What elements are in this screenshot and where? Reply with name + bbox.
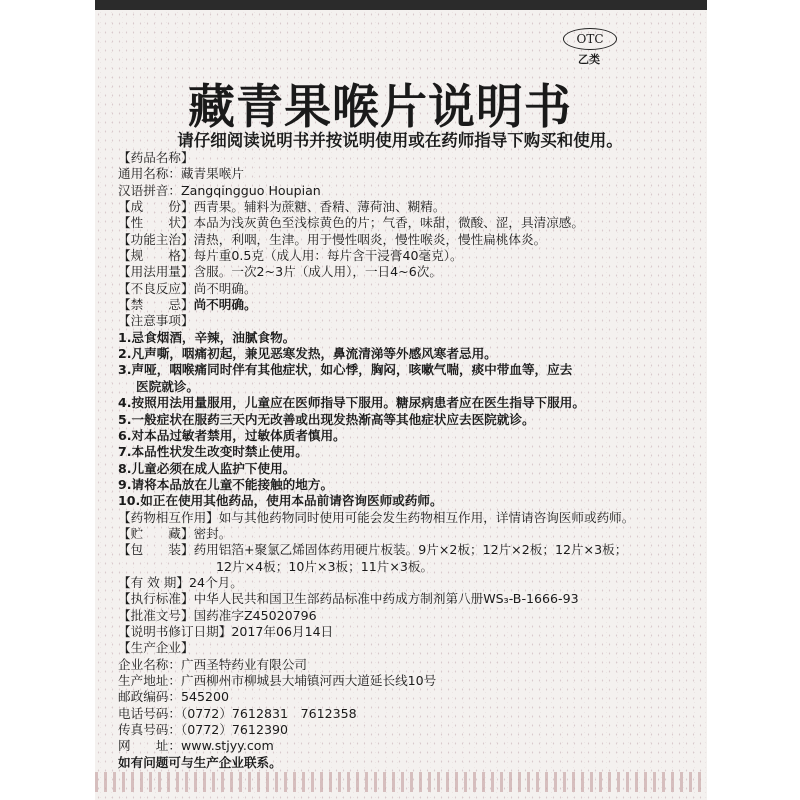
field-label: 电话号码： [118, 705, 181, 721]
field-row [118, 297, 698, 313]
field-label: 【规 格】 [118, 248, 194, 264]
field-value: 国药准字Z45020796 [193, 607, 317, 623]
document-subtitle: 请仔细阅读说明书并按说明使用或在药师指导下购买和使用。 [177, 131, 623, 150]
field-value: www.stjyy.com [180, 738, 274, 754]
field-row [118, 657, 698, 673]
field-row [118, 542, 698, 558]
field-row [118, 722, 698, 738]
precaution-item: 2.凡声嘶，咽痛初起，兼见恶寒发热，鼻流清涕等外感风寒者忌用。 [118, 346, 497, 362]
field-label: 【用法用量】 [118, 264, 194, 280]
field-row [118, 591, 698, 607]
field-value: 每片重0.5克（成人用：每片含干浸膏40毫克）。 [193, 248, 463, 264]
field-value: 西青果。辅料为蔗糖、香精、薄荷油、糊精。 [193, 199, 446, 215]
field-row [118, 738, 698, 754]
field-value: （0772）7612390 [180, 722, 288, 738]
field-label: 邮政编码： [118, 689, 181, 705]
field-value: 含服。一次2~3片（成人用），一日4~6次。 [193, 264, 442, 280]
field-label: 【功能主治】 [118, 231, 194, 247]
field-row [118, 510, 698, 526]
precaution-item: 9.请将本品放在儿童不能接触的地方。 [118, 476, 334, 492]
field-label: 【说明书修订日期】 [118, 623, 232, 639]
field-row [118, 689, 698, 705]
precaution-item: 5.一般症状在服药三天内无改善或出现发热渐高等其他症状应去医院就诊。 [118, 411, 535, 427]
field-label: 【不良反应】 [118, 280, 194, 296]
field-row [118, 248, 698, 264]
precaution-item: 6.对本品过敏者禁用，过敏体质者慎用。 [118, 427, 346, 443]
decorative-border [95, 772, 707, 792]
field-row [118, 526, 698, 542]
packaging-continued: 12片×4板；10片×3板；11片×3板。 [216, 558, 434, 574]
field-value: 藏青果喉片 [180, 166, 244, 182]
title-text: 藏青果喉片说明书 [188, 80, 572, 135]
field-label: 【包 装】 [118, 542, 194, 558]
precaution-item: 7.本品性状发生改变时禁止使用。 [118, 444, 308, 460]
field-row [118, 673, 698, 689]
field-row [118, 281, 698, 297]
otc-logo: OTC [563, 28, 617, 50]
field-row [118, 608, 698, 624]
precaution-item: 8.儿童必须在成人监护下使用。 [118, 460, 296, 476]
field-value: 密封。 [193, 525, 232, 541]
field-label: 【有 效 期】 [118, 574, 189, 590]
field-label: 【批准文号】 [118, 607, 194, 623]
field-row [118, 706, 698, 722]
field-value: 2017年06月14日 [231, 623, 334, 639]
field-label: 【注意事项】 [118, 313, 194, 329]
field-row [118, 232, 698, 248]
field-label: 企业名称： [118, 656, 181, 672]
field-value: 广西柳州市柳城县大埔镇河西大道延长线10号 [180, 673, 437, 688]
field-row [118, 264, 698, 280]
otc-category: 乙类 [578, 53, 600, 66]
field-value: 24个月。 [188, 574, 243, 590]
field-value: 清热，利咽，生津。用于慢性咽炎，慢性喉炎，慢性扁桃体炎。 [193, 231, 547, 247]
precaution-item: 1.忌食烟酒，辛辣，油腻食物。 [118, 329, 296, 345]
field-label: 汉语拼音： [118, 182, 181, 198]
field-label: 【药品名称】 [118, 150, 194, 165]
field-row [118, 183, 698, 199]
field-value: 如与其他药物同时使用可能会发生药物相互作用，详情请咨询医师或药师。 [218, 509, 635, 525]
precaution-item: 4.按照用法用量服用，儿童应在医师指导下服用。糖尿病患者应在医生指导下服用。 [118, 395, 585, 411]
field-label: 【药物相互作用】 [118, 509, 219, 525]
field-value: （0772）7612831 7612358 [180, 705, 357, 721]
field-label: 网 址： [118, 738, 181, 754]
field-label: 通用名称： [118, 166, 181, 182]
field-label: 生产地址： [118, 673, 181, 688]
field-value: 药用铝箔+聚氯乙烯固体药用硬片板装。9片×2板；12片×2板；12片×3板； [193, 542, 628, 558]
field-label: 【禁 忌】 [118, 297, 194, 313]
field-value: 中华人民共和国卫生部药品标准中药成方制剂第八册WS₃-B-1666-93 [193, 591, 579, 607]
field-label: 【生产企业】 [118, 640, 194, 656]
field-row [118, 313, 698, 329]
footer-note: 如有问题可与生产企业联系。 [118, 754, 282, 770]
field-row [118, 640, 698, 656]
field-label: 【成 份】 [118, 199, 194, 215]
field-label: 【执行标准】 [118, 591, 194, 607]
field-label: 传真号码： [118, 722, 181, 738]
field-value: 尚不明确。 [193, 297, 257, 313]
field-value: Zangqingguo Houpian [180, 182, 321, 198]
precaution-item: 10.如正在使用其他药品，使用本品前请咨询医师或药师。 [118, 493, 443, 509]
field-label: 【贮 藏】 [118, 525, 194, 541]
field-value: 广西圣特药业有限公司 [180, 656, 307, 672]
field-row [118, 624, 698, 640]
field-value: 尚不明确。 [193, 280, 257, 296]
field-value: 545200 [180, 689, 230, 705]
field-label: 【性 状】 [118, 215, 194, 231]
leaflet-body [118, 150, 698, 771]
field-row [118, 199, 698, 215]
field-row [118, 150, 698, 166]
field-value: 本品为浅灰黄色至浅棕黄色的片；气香，味甜，微酸、涩，具清凉感。 [193, 215, 584, 231]
field-row [118, 166, 698, 182]
precaution-item: 医院就诊。 [136, 378, 199, 394]
field-row [118, 575, 698, 591]
field-row [118, 215, 698, 231]
precaution-item: 3.声哑，咽喉痛同时伴有其他症状，如心悸，胸闷，咳嗽气喘，痰中带血等，应去 [118, 362, 573, 378]
